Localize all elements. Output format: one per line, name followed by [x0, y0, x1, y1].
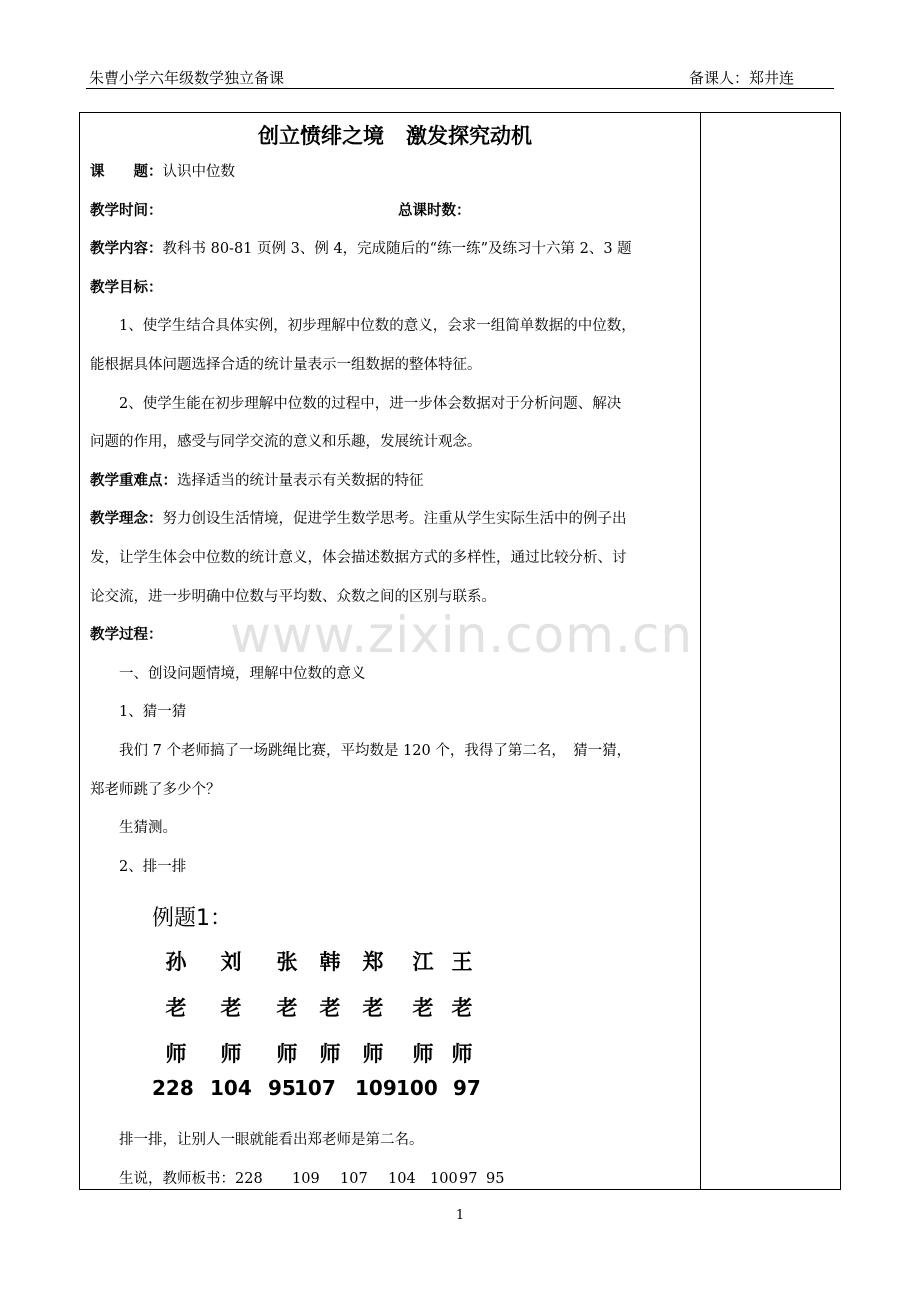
board-writing-label: 生说，教师板书：	[119, 1170, 235, 1187]
teacher-surname: 韩	[319, 950, 341, 974]
goal-line: 1、使学生结合具体实例，初步理解中位数的意义，会求一组简单数据的中位数，	[119, 318, 636, 335]
teacher-column	[203, 939, 259, 1077]
teacher-shi: 师	[362, 1042, 384, 1066]
teacher-shi: 师	[220, 1042, 242, 1066]
key-points-label: 教学重难点：	[90, 471, 177, 489]
board-value: 107	[340, 1170, 368, 1187]
goal-line: 2、使学生能在初步理解中位数的过程中，进一步体会数据对于分析问题、解决	[119, 395, 622, 412]
teacher-shi: 师	[412, 1042, 434, 1066]
teacher-score: 109	[355, 1076, 397, 1100]
sort-instruction: 排一排，让别人一眼就能看出郑老师是第二名。	[119, 1132, 424, 1148]
teacher-column	[148, 939, 204, 1077]
key-points-value: 选择适当的统计量表示有关数据的特征	[177, 472, 424, 489]
philosophy-row	[90, 500, 690, 539]
board-value: 97	[459, 1170, 478, 1187]
philosophy-line: 发，让学生体会中位数的统计意义，体会描述数据方式的多样性，通过比较分析、讨	[90, 549, 627, 566]
teaching-content-row	[90, 230, 690, 269]
teacher-score: 97	[453, 1076, 481, 1100]
student-guess-line: 生猜测。	[119, 820, 177, 837]
lesson-topic-label: 课 题：	[90, 163, 163, 180]
page-header	[86, 66, 834, 89]
question-line: 我们 7 个老师搞了一场跳绳比赛，平均数是 120 个，我得了第二名， 猜一猜，	[119, 742, 632, 759]
teacher-surname: 张	[276, 950, 298, 974]
goal-line: 能根据具体问题选择合适的统计量表示一组数据的整体特征。	[90, 356, 482, 373]
teaching-time-label: 教学时间：	[90, 201, 163, 219]
lesson-title-part1: 创立愤绯之境	[258, 123, 384, 148]
teaching-time-row	[90, 192, 690, 231]
teacher-score: 100	[396, 1076, 438, 1100]
process-section-heading: 一、创设问题情境，理解中位数的意义	[119, 665, 366, 682]
board-value: 104	[388, 1170, 416, 1187]
teacher-score: 104	[210, 1076, 252, 1100]
philosophy-label: 教学理念：	[90, 510, 163, 528]
teacher-score: 95	[268, 1076, 296, 1100]
teacher-shi: 师	[276, 1042, 298, 1066]
philosophy-line: 论交流，进一步明确中位数与平均数、众数之间的区别与联系。	[90, 588, 496, 605]
watermark-text: www.zixin.com.cn	[230, 606, 694, 664]
teacher-lao: 老	[362, 996, 384, 1020]
teacher-score: 228	[152, 1076, 194, 1100]
teaching-content-label: 教学内容：	[90, 240, 163, 258]
table-column-divider	[700, 113, 701, 1189]
lesson-topic-value: 认识中位数	[162, 164, 235, 180]
teaching-process-label: 教学过程：	[90, 626, 163, 644]
process-step-heading: 1、猜一猜	[119, 704, 187, 721]
total-periods-label: 总课时数：	[398, 201, 471, 219]
teacher-shi: 师	[451, 1042, 473, 1066]
teacher-surname: 王	[451, 950, 473, 974]
lesson-title-part2: 激发探究动机	[406, 123, 532, 148]
teacher-shi: 师	[319, 1042, 341, 1066]
teacher-score: 107	[294, 1076, 336, 1100]
board-value: 228	[235, 1170, 263, 1187]
teacher-lao: 老	[165, 996, 187, 1020]
key-points-row	[90, 462, 690, 501]
teacher-lao: 老	[319, 996, 341, 1020]
teacher-surname: 刘	[220, 950, 242, 974]
teacher-column	[345, 939, 401, 1077]
board-value: 109	[292, 1170, 320, 1187]
teacher-column	[434, 939, 490, 1077]
lesson-plan-content	[90, 119, 690, 886]
teacher-lao: 老	[451, 996, 473, 1020]
teaching-goals-label: 教学目标：	[90, 278, 163, 296]
school-course-title: 朱曹小学六年级数学独立备课	[89, 69, 285, 87]
after-example-block	[90, 1121, 690, 1198]
board-value: 95	[486, 1170, 505, 1187]
teacher-surname: 郑	[362, 950, 384, 974]
lesson-topic-row	[90, 153, 690, 192]
page-number: 1	[455, 1208, 465, 1223]
teacher-surname: 江	[412, 950, 434, 974]
teacher-lao: 老	[276, 996, 298, 1020]
goal-line: 问题的作用，感受与同学交流的意义和乐趣，发展统计观念。	[90, 434, 482, 451]
process-step-heading: 2、排一排	[119, 858, 187, 875]
teacher-lao: 老	[220, 996, 242, 1020]
teaching-content-value: 教科书 80-81 页例 3、例 4，完成随后的“练一练”及练习十六第 2、3 题	[162, 241, 632, 258]
example-figure	[140, 897, 560, 1107]
question-line: 郑老师跳了多少个？	[90, 781, 221, 798]
teacher-lao: 老	[412, 996, 434, 1020]
board-writing-row	[90, 1160, 690, 1199]
example-title: 例题1：	[152, 906, 232, 931]
board-value: 100	[430, 1170, 458, 1187]
teacher-shi: 师	[165, 1042, 187, 1066]
preparer-name: 备课人：郑井连	[688, 69, 794, 87]
philosophy-line: 努力创设生活情境，促进学生数学思考。注重从学生实际生活中的例子出	[162, 511, 627, 528]
lesson-title	[90, 119, 690, 153]
teacher-surname: 孙	[165, 950, 187, 974]
